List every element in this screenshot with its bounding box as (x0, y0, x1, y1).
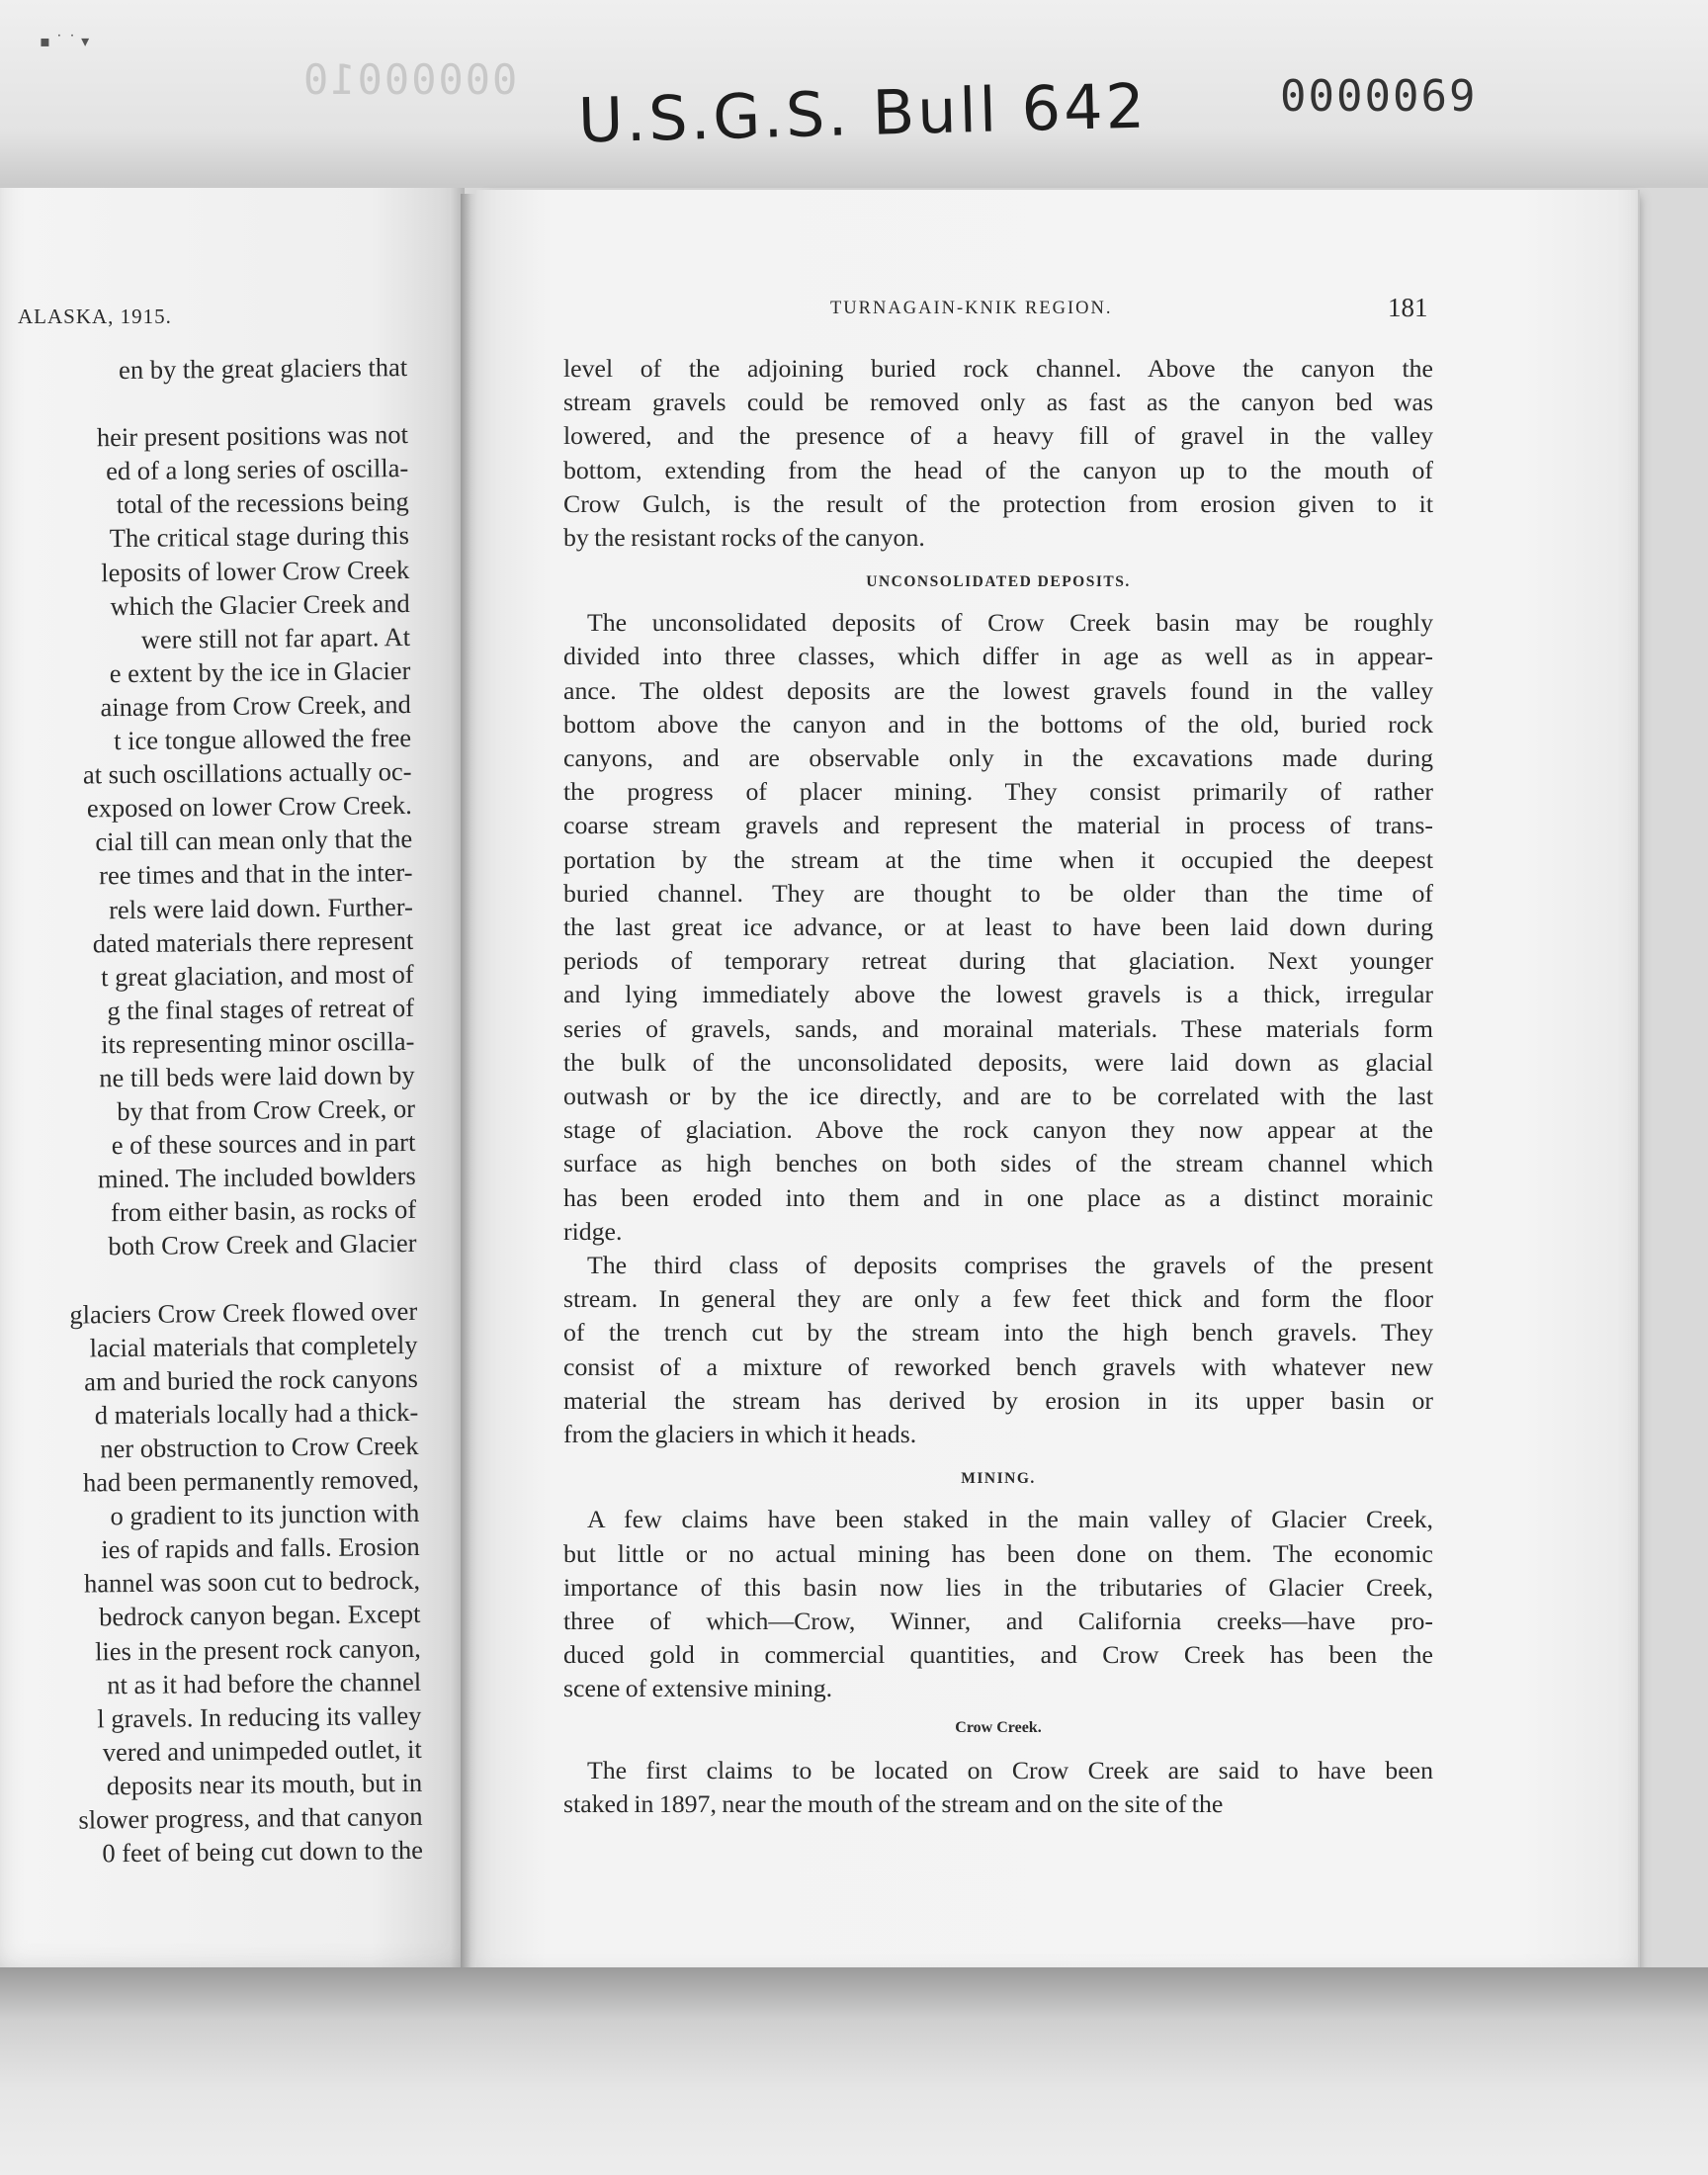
left-page-line: ies of rapids and falls. Erosion (101, 1531, 420, 1565)
text-line: and lying immediately above the lowest gravels is a thick, irregular (563, 980, 1433, 1009)
left-page-line: total of the recessions being (116, 486, 409, 520)
left-page-line: e of these sources and in part (111, 1127, 416, 1161)
left-page-line: The critical stage during this (109, 520, 410, 554)
text-line: the progress of placer mining. They consist primarily of rather (563, 777, 1433, 807)
text-line: The third class of deposits comprises the gravels of the present (587, 1251, 1433, 1280)
text-line: divided into three classes, which differ in age as well as in appear- (563, 642, 1433, 671)
paragraph-opening (563, 352, 1433, 555)
text-line: portation by the stream at the time when it occupied the deepest (563, 844, 1433, 874)
text-line: The unconsolidated deposits of Crow Creek basin may be roughly (587, 608, 1433, 638)
left-page-line: ree times and that in the inter- (99, 857, 413, 891)
scan-header-area (0, 0, 1708, 188)
text-line: coarse stream gravels and represent the material in process of trans- (563, 811, 1433, 840)
left-page-line: ne till beds were laid down by (99, 1059, 415, 1093)
text-line: The first claims to be located on Crow Creek are said to have been (587, 1755, 1433, 1784)
left-page-text (0, 350, 423, 1872)
left-page-line: d materials locally had a thick- (94, 1396, 419, 1431)
text-line: bottom above the canyon and in the bottoms of the old, buried rock (563, 709, 1433, 739)
paragraph-crow-creek-1 (563, 1754, 1433, 1821)
left-page-line: nt as it had before the channel (107, 1666, 422, 1699)
text-line: periods of temporary retreat during that glaciation. Next younger (563, 946, 1433, 976)
left-page-line: mined. The included bowlders (97, 1161, 416, 1194)
running-head: TURNAGAIN-KNIK REGION. (830, 299, 1113, 318)
left-page-line: glaciers Crow Creek flowed over (69, 1295, 418, 1330)
text-line: importance of this basin now lies in the tributaries of Glacier Creek, (563, 1572, 1433, 1602)
text-line: buried channel. They are thought to be older than the time of (563, 878, 1433, 908)
text-line: the last great ice advance, or at least to have been laid down during (563, 913, 1433, 942)
left-page-line: en by the great glaciers that (118, 351, 408, 386)
text-line: level of the adjoining buried rock channel. Above the canyon the (563, 354, 1433, 383)
text-line: of the trench cut by the stream into the high bench gravels. They (563, 1318, 1433, 1348)
scan-specks: ▪ ˙ ˙ ▾ (40, 32, 90, 50)
text-line: stream gravels could be removed only as fast as the canyon bed was (563, 388, 1433, 417)
text-line: ridge. (563, 1216, 623, 1246)
text-line: but little or no actual mining has been done on them. The economic (563, 1538, 1433, 1568)
text-line: canyons, and are observable only in the excavations made during (563, 743, 1433, 773)
left-page-line: ed of a long series of oscilla- (105, 453, 409, 486)
left-page-line: both Crow Creek and Glacier (108, 1228, 417, 1262)
scan-footer-area (0, 1967, 1708, 2175)
text-line: Crow Gulch, is the result of the protection from erosion given to it (563, 488, 1433, 518)
paragraph-mining-1 (563, 1503, 1433, 1705)
left-page-line: at such oscillations actually oc- (82, 756, 412, 790)
heading-unconsolidated-deposits: UNCONSOLIDATED DEPOSITS. (866, 573, 1131, 591)
text-line: three of which—Crow, Winner, and California creeks—have pro- (563, 1606, 1433, 1635)
left-page-line: leposits of lower Crow Creek (101, 554, 410, 587)
left-page-line: its representing minor oscilla- (100, 1025, 415, 1060)
text-line: surface as high benches on both sides of the stream channel which (563, 1149, 1433, 1178)
text-line: outwash or by the ice directly, and are to be correlated with the last (563, 1082, 1433, 1111)
text-line: from the glaciers in which it heads. (563, 1420, 917, 1449)
text-line: lowered, and the presence of a heavy fill of gravel in the valley (563, 421, 1433, 451)
left-page-line: dated materials there represent (92, 924, 414, 958)
left-page-line: by that from Crow Creek, or (117, 1093, 416, 1127)
left-page-line: o gradient to its junction with (110, 1498, 420, 1531)
text-line: scene of extensive mining. (563, 1674, 833, 1703)
left-page-line: were still not far apart. At (140, 621, 411, 654)
body-text (563, 352, 1433, 1821)
text-line: by the resistant rocks of the canyon. (563, 523, 925, 553)
left-page-line: rels were laid down. Further- (108, 891, 414, 924)
heading-mining: MINING. (961, 1470, 1036, 1488)
text-line: the bulk of the unconsolidated deposits, were laid down as glacial (563, 1047, 1433, 1077)
left-page-line: l gravels. In reducing its valley (97, 1699, 422, 1734)
page-number: 181 (1388, 293, 1428, 322)
left-page-line: t great glaciation, and most of (101, 958, 414, 992)
text-line: series of gravels, sands, and morainal materials. These materials form (563, 1013, 1433, 1043)
left-page-line: t ice tongue allowed the free (114, 723, 412, 756)
right-page (476, 190, 1640, 1999)
left-page-line: bedrock canyon began. Except (99, 1599, 421, 1632)
heading-crow-creek: Crow Creek. (955, 1718, 1042, 1736)
left-page-line: deposits near its mouth, but in (106, 1767, 423, 1801)
text-line: staked in 1897, near the mouth of the stream and on the site of the (563, 1788, 1224, 1818)
left-page-line: ainage from Crow Creek, and (100, 688, 411, 723)
text-line: stream. In general they are only a few feet thick and form the floor (563, 1284, 1433, 1314)
stamp-number: 0000069 (1280, 71, 1478, 122)
text-line: ance. The oldest deposits are the lowest gravels found in the valley (563, 675, 1433, 705)
left-page-line: slower progress, and that canyon (78, 1800, 423, 1835)
left-page-line: had been permanently removed, (82, 1464, 420, 1498)
left-page-line: which the Glacier Creek and (110, 587, 410, 621)
left-page-line: cial till can mean only that the (95, 824, 413, 857)
left-page (0, 188, 465, 1997)
left-page-line: 0 feet of being cut down to the (102, 1835, 424, 1869)
left-page-line: vered and unimpeded outlet, it (102, 1733, 422, 1768)
left-page-line: heir present positions was not (96, 419, 409, 453)
text-line: A few claims have been staked in the main valley of Glacier Creek, (587, 1505, 1433, 1534)
left-page-line: exposed on lower Crow Creek. (86, 790, 412, 824)
text-line: stage of glaciation. Above the rock canyon they now appear at the (563, 1115, 1433, 1145)
left-page-line: lacial materials that completely (89, 1329, 418, 1363)
left-page-line: hannel was soon cut to bedrock, (83, 1565, 421, 1599)
left-page-line: ner obstruction to Crow Creek (100, 1430, 419, 1464)
left-running-head: ALASKA, 1915. (18, 304, 172, 328)
handwritten-label: U.S.G.S. Bull 642 (577, 69, 1149, 157)
text-line: material the stream has derived by erosion in its upper basin or (563, 1385, 1433, 1415)
paragraph-unconsolidated-2 (563, 1249, 1433, 1451)
left-page-line: from either basin, as rocks of (110, 1194, 417, 1228)
text-line: bottom, extending from the head of the canyon up to the mouth of (563, 455, 1433, 484)
left-page-line: am and buried the rock canyons (83, 1362, 419, 1397)
text-line: has been eroded into them and in one place as a distinct morainic (563, 1182, 1433, 1212)
text-line: consist of a mixture of reworked bench gravels with whatever new (563, 1351, 1433, 1381)
left-page-line: e extent by the ice in Glacier (109, 654, 411, 689)
paragraph-unconsolidated-1 (563, 606, 1433, 1249)
left-page-line: g the final stages of retreat of (107, 992, 415, 1025)
left-page-line: lies in the present rock canyon, (94, 1632, 421, 1666)
text-line: duced gold in commercial quantities, and Crow Creek has been the (563, 1640, 1433, 1670)
ghost-stamp-number: 00000010 (301, 55, 518, 104)
